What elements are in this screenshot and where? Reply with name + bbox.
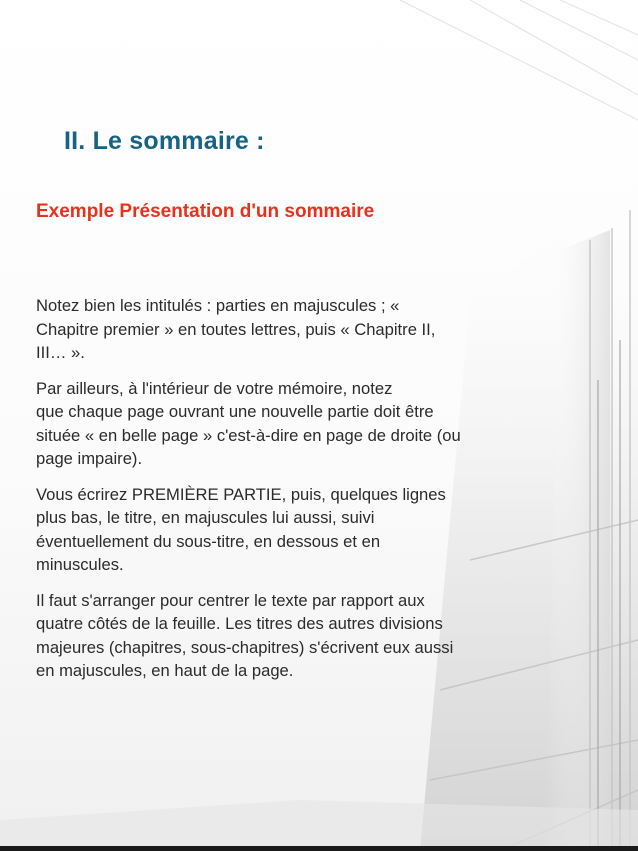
paragraph-premiere-partie: Vous écrirez PREMIÈRE PARTIE, puis, quelques lignes plus bas, le titre, en majuscules lui aussi, suivi éventuellement du sous-titre, en dessous et en minuscules. — [36, 484, 446, 574]
bottom-border — [0, 846, 638, 851]
faint-top-lines — [400, 0, 638, 120]
paragraph-intitules: Notez bien les intitulés : parties en majuscules ; « Chapitre premier » en toutes lettres, puis « Chapitre II, III… ». — [36, 296, 436, 362]
paragraph-centrer-texte: Il faut s'arranger pour centrer le texte par rapport aux quatre côtés de la feuille. Les titres des autres divisions majeures (chapitres, sous-chapitres) s'écrivent eux aussi en majuscules, en haut de la page. — [36, 590, 454, 680]
ground-shade — [0, 800, 638, 851]
slide-subtitle: Exemple Présentation d'un sommaire — [36, 201, 375, 222]
paragraph-belle-page: Par ailleurs, à l'intérieur de votre mémoire, notez que chaque page ouvrant une nouvelle partie doit être située « en belle page » c'est-à-dire en page de droite (ou page impaire). — [36, 378, 461, 468]
body-text — [36, 294, 576, 695]
slide-title: II. Le sommaire : — [64, 127, 265, 155]
